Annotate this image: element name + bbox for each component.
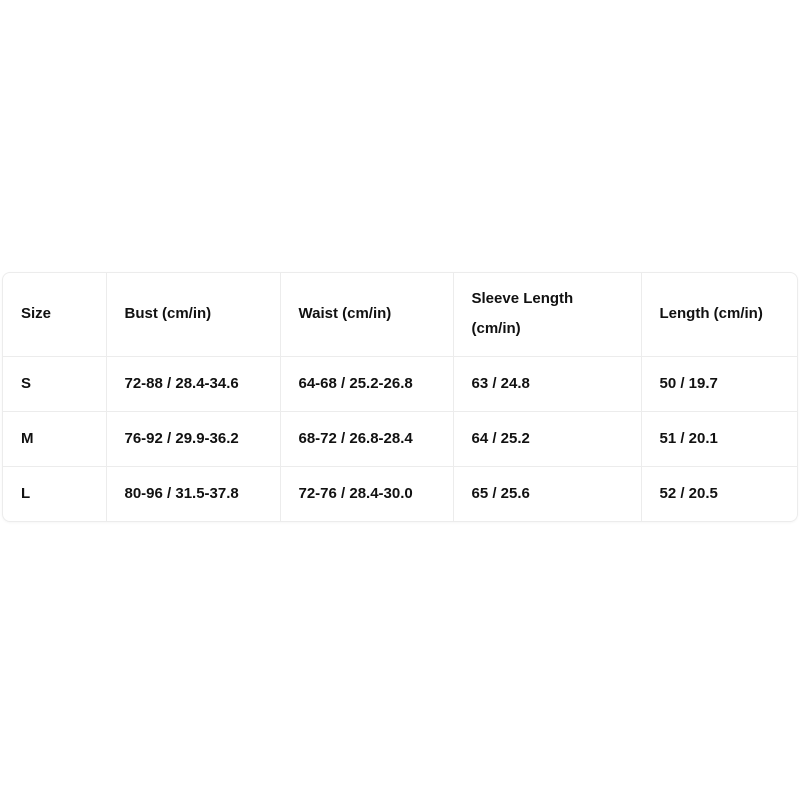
cell-size: L bbox=[3, 466, 106, 521]
table-row bbox=[3, 411, 797, 466]
size-chart-table-container bbox=[2, 272, 798, 522]
cell-waist: 68-72 / 26.8-28.4 bbox=[280, 411, 453, 466]
table-row bbox=[3, 356, 797, 411]
header-row bbox=[3, 273, 797, 356]
cell-waist: 64-68 / 25.2-26.8 bbox=[280, 356, 453, 411]
header-size: Size bbox=[3, 273, 106, 356]
size-chart-table bbox=[3, 273, 797, 521]
table-header bbox=[3, 273, 797, 356]
header-sleeve-length: Sleeve Length (cm/in) bbox=[453, 273, 641, 356]
table-body bbox=[3, 356, 797, 521]
cell-sleeve-length: 65 / 25.6 bbox=[453, 466, 641, 521]
cell-bust: 80-96 / 31.5-37.8 bbox=[106, 466, 280, 521]
cell-sleeve-length: 63 / 24.8 bbox=[453, 356, 641, 411]
header-bust: Bust (cm/in) bbox=[106, 273, 280, 356]
cell-length: 51 / 20.1 bbox=[641, 411, 797, 466]
cell-bust: 72-88 / 28.4-34.6 bbox=[106, 356, 280, 411]
table-row bbox=[3, 466, 797, 521]
cell-size: M bbox=[3, 411, 106, 466]
header-length: Length (cm/in) bbox=[641, 273, 797, 356]
cell-waist: 72-76 / 28.4-30.0 bbox=[280, 466, 453, 521]
cell-sleeve-length: 64 / 25.2 bbox=[453, 411, 641, 466]
cell-size: S bbox=[3, 356, 106, 411]
cell-bust: 76-92 / 29.9-36.2 bbox=[106, 411, 280, 466]
cell-length: 52 / 20.5 bbox=[659, 484, 718, 502]
cell-length: 50 / 19.7 bbox=[641, 356, 797, 411]
header-waist: Waist (cm/in) bbox=[280, 273, 453, 356]
